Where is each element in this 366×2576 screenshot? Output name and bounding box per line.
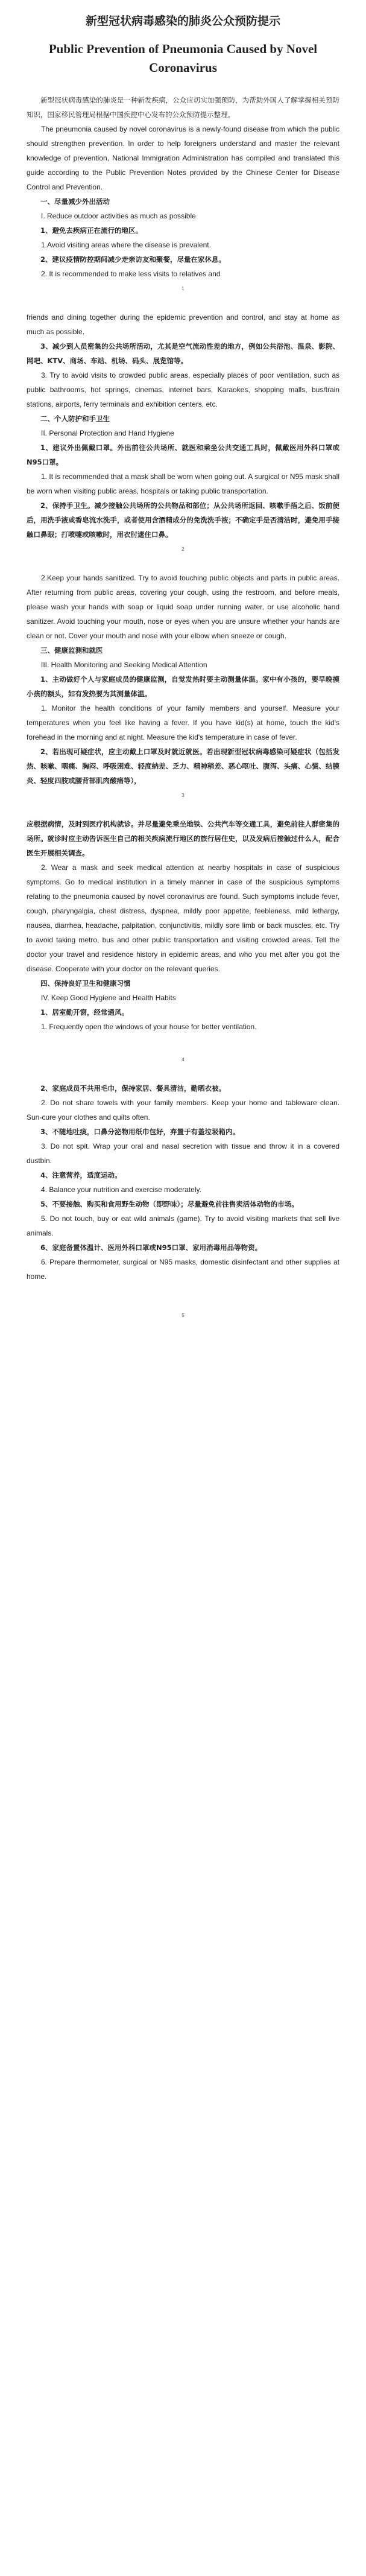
item-4-6-english: 6. Prepare thermometer, surgical or N95 masks, domestic disinfectant and other supplies at home. <box>27 1258 339 1281</box>
section-1-heading-chinese: 一、尽量减少外出活动 <box>40 197 110 206</box>
item-4-4-chinese: 4、注意营养，适度运动。 <box>40 1171 122 1179</box>
page-1 <box>27 13 339 310</box>
section-1-heading-english: I. Reduce outdoor activities as much as possible <box>41 212 196 220</box>
item-1-2-english-part-a: 2. It is recommended to make less visits to relatives and <box>41 270 221 278</box>
item-2-1-chinese: 1、建议外出佩戴口罩。外出前往公共场所、就医和乘坐公共交通工具时，佩戴医用外科口罩或N95口罩。 <box>27 443 339 466</box>
item-1-3-english: 3. Try to avoid visits to crowded public areas, especially places of poor ventilation, such as public bathrooms, hot springs, cinemas, internet bars, Karaokes, shopping malls, bus/train stations, airports, ferry terminals and exhibition centers, etc. <box>27 371 339 408</box>
item-4-1-english: 1. Frequently open the windows of your house for better ventilation. <box>41 1023 257 1031</box>
page-break <box>27 557 339 571</box>
page-number-4: 4 <box>181 1057 185 1062</box>
intro-english: The pneumonia caused by novel coronavirus is a newly-found disease from which the public should strengthen prevention. In order to help foreigners understand and master the relevant knowledge of prevention, National Immigration Administration has compiled and translated this guide according to the Public Prevention Notes provided by the Chinese Center for Disease Control and Prevention. <box>27 125 339 191</box>
page-break <box>27 804 339 817</box>
item-4-5-english: 5. Do not touch, buy or eat wild animals (game). Try to avoid visiting markets that sell live animals. <box>27 1214 339 1237</box>
section-4-heading-chinese: 四、保持良好卫生和健康习惯 <box>40 979 131 988</box>
page-break <box>27 297 339 310</box>
page-number-5: 5 <box>181 1313 185 1318</box>
item-4-2-chinese: 2、家庭成员不共用毛巾，保持家居、餐具清洁，勤晒衣被。 <box>40 1084 226 1093</box>
item-3-2-english: 2. Wear a mask and seek medical attention at nearby hospitals in case of suspicious symptoms. Go to medical institution in a timely manner in case of the suspicious symptoms relating to the pneumonia caused by novel coronavirus are found. Such symptoms include fever, cough, pharyngalgia, chest distress, dyspnea, mildly poor appetite, feebleness, mild lethargy, nausea, diarrhea, headache, palpitation, conjunctivitis, mildly sore limb or back muscles, etc. Try to avoid taking metro, bus and other public transportation and visiting crowded areas. Tell the doctor your travel and residence history in epidemic areas, and who you met after you got the disease. Cooperate with your doctor on the relevant queries. <box>27 863 339 973</box>
page-break <box>27 1068 339 1081</box>
page-number-3: 3 <box>181 793 185 798</box>
item-4-2-english: 2. Do not share towels with your family members. Keep your home and tableware clean. Sun-cure your clothes and quilts often. <box>27 1099 339 1121</box>
section-3-heading-chinese: 三、健康监测和就医 <box>40 646 103 655</box>
blank-space <box>27 1034 339 1052</box>
section-2-heading-chinese: 二、个人防护和手卫生 <box>40 414 110 423</box>
item-3-2-chinese-part-b: 应根据病情，及时到医疗机构就诊。并尽量避免乘坐地铁、公共汽车等交通工具，避免前往人群密集的场所。就诊时应主动告诉医生自己的相关疾病流行地区的旅行居住史，以及发病后接触过什么人，配合医生开展相关调查。 <box>27 820 339 857</box>
item-3-1-english: 1. Monitor the health conditions of your family members and yourself. Measure your temperatures when you feel like having a fever. If you have kid(s) at home, touch the kid's forehead in the morning and at night. Measure the kid's temperature in case of fever. <box>27 704 339 741</box>
item-2-2-english: 2.Keep your hands sanitized. Try to avoid touching public objects and parts in public areas. After returning from public areas, covering your cough, using the restroom, and before meals, please wash your hands with soap or liquid soap under running water, or use alcoholic hand sanitizer. Avoid touching your mouth, nose or eyes when you are unsure whether your hands are clean or not. Cover your mouth and nose with your elbow when sneeze or cough. <box>27 574 339 640</box>
title-chinese: 新型冠状病毒感染的肺炎公众预防提示 <box>85 14 280 28</box>
item-3-1-chinese: 1、主动做好个人与家庭成员的健康监测，自觉发热时要主动测量体温。家中有小孩的，要早晚摸小孩的额头，如有发热要为其测量体温。 <box>27 675 339 698</box>
title-english: Public Prevention of Pneumonia Caused by Novel Coronavirus <box>48 42 318 75</box>
section-4-heading-english: IV. Keep Good Hygiene and Health Habits <box>41 994 176 1002</box>
page-number-1: 1 <box>181 286 185 291</box>
blank-space <box>27 1284 339 1308</box>
item-2-2-chinese: 2、保持手卫生。减少接触公共场所的公共物品和部位；从公共场所返回、咳嗽手捂之后、饭前便后，用洗手液或香皂流水洗手，或者使用含酒精成分的免洗洗手液；不确定手是否清洁时，避免用手接触口鼻眼；打喷嚏或咳嗽时，用衣肘遮住口鼻。 <box>27 501 339 539</box>
item-1-1-english: 1.Avoid visiting areas where the disease is prevalent. <box>41 241 211 249</box>
section-2-heading-english: II. Personal Protection and Hand Hygiene <box>41 429 174 437</box>
item-4-4-english: 4. Balance your nutrition and exercise moderately. <box>41 1185 201 1194</box>
item-4-1-chinese: 1、居室勤开窗，经常通风。 <box>40 1008 129 1017</box>
item-4-3-chinese: 3、不随地吐痰，口鼻分泌物用纸巾包好，弃置于有盖垃圾箱内。 <box>40 1128 239 1136</box>
item-1-2-chinese: 2、建议疫情防控期间减少走亲访友和聚餐，尽量在家休息。 <box>40 255 226 264</box>
item-1-2-english-part-b: friends and dining together during the epidemic prevention and control, and stay at home as much as possible. <box>27 313 339 336</box>
item-4-5-chinese: 5、不要接触、购买和食用野生动物（即野味）；尽量避免前往售卖活体动物的市场。 <box>40 1200 298 1208</box>
page-2 <box>27 310 339 571</box>
item-4-6-chinese: 6、家庭备置体温计、医用外科口罩或N95口罩、家用消毒用品等物资。 <box>40 1243 262 1252</box>
item-4-3-english: 3. Do not spit. Wrap your oral and nasal secretion with tissue and throw it in a covered dustbin. <box>27 1142 339 1165</box>
item-1-3-chinese: 3、减少到人员密集的公共场所活动，尤其是空气流动性差的地方，例如公共浴池、温泉、影院、网吧、KTV、商场、车站、机场、码头、展览馆等。 <box>27 342 339 365</box>
item-3-2-chinese-part-a: 2、若出现可疑症状，应主动戴上口罩及时就近就医。若出现新型冠状病毒感染可疑症状（包括发热、咳嗽、咽痛、胸闷、呼吸困难、轻度纳差、乏力、精神稍差、恶心呕吐、腹泻、头痛、心慌、结膜炎、轻度四肢或腰背部肌肉酸痛等）， <box>27 747 339 785</box>
intro-chinese: 新型冠状病毒感染的肺炎是一种新发疾病，公众应切实加强预防，为帮助外国人了解掌握相关预防知识，国家移民管理局根据中国疾控中心发布的公众预防提示整理。 <box>27 96 339 119</box>
item-1-1-chinese: 1、避免去疾病正在流行的地区。 <box>40 226 142 235</box>
page-4 <box>27 817 339 1081</box>
section-3-heading-english: III. Health Monitoring and Seeking Medical Attention <box>41 661 207 669</box>
page-5 <box>27 1081 339 1324</box>
item-2-1-english: 1. It is recommended that a mask shall be worn when going out. A surgical or N95 mask shall be worn when visiting public areas, hospitals or taking public transportation. <box>27 472 339 495</box>
page-3 <box>27 571 339 817</box>
page-number-2: 2 <box>181 547 185 552</box>
